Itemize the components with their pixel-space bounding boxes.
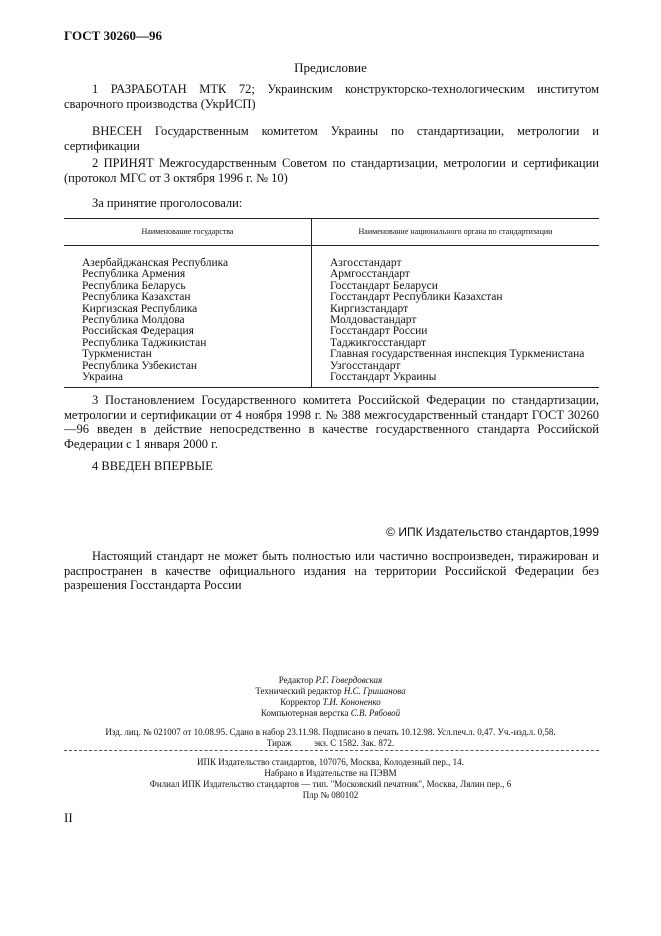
bodies-column [312,246,600,388]
state-name: Азербайджанская Республика [82,257,229,269]
table-header-body: Наименование национального органа по стандартизации [312,219,600,246]
standards-body-name: Молдовастандарт [330,314,417,327]
standards-body-name: Госстандарт России [330,325,428,338]
standards-body-name: Узгосстандарт [330,359,401,372]
standards-body-name: Госстандарт Беларуси [330,279,438,292]
state-name: Украина [82,371,123,384]
state-name: Республика Таджикистан [82,336,207,349]
state-name: Туркменистан [82,348,152,361]
standards-body-name: Азгосстандарт [330,257,402,269]
divider [64,750,599,751]
states-column [64,246,312,388]
standards-body-name: Госстандарт Республики Казахстан [330,291,503,304]
reproduction-notice: Настоящий стандарт не может быть полностью или частично воспроизведен, тиражирован и распространен в качестве официального издания на территории Российской Федерации без разрешения Госстандарта России [64,549,599,592]
state-name: Российская Федерация [82,325,194,338]
state-name: Республика Казахстан [82,291,191,304]
credit-layout: Компьютерная верстка С.В. Рябовой [260,708,401,718]
standards-body-name: Таджикгосстандарт [330,336,427,349]
state-name: Республика Беларусь [82,279,186,292]
address-line: Филиал ИПК Издательство стандартов — тип. "Московский печатник", Москва, Лялин пер., 6 [149,779,512,789]
page-number: II [64,810,73,825]
address-line: Набрано в Издательстве на ПЭВМ [264,768,397,778]
table-header-state: Наименование государства [64,219,312,246]
state-name: Киргизская Республика [82,302,198,315]
voting-table [64,218,599,388]
credit-tech-editor: Технический редактор Н.С. Гришанова [255,686,406,696]
section-title: Предисловие [294,60,367,75]
publisher-address [0,757,661,801]
standards-body-name: Киргизстандарт [330,302,409,315]
standards-body-name: Главная государственная инспекция Туркменистана [330,348,585,361]
paragraph-adopted: 2 ПРИНЯТ Межгосударственным Советом по стандартизации, метрологии и сертификации (протокол МГС от 3 октября 1996 г. № 10) [64,156,599,185]
document-code: ГОСТ 30260—96 [64,28,163,43]
paragraph-voted: За принятие проголосовали: [92,196,243,210]
editorial-credits [0,675,661,719]
paragraph-enacted: 3 Постановлением Государственного комитета Российской Федерации по стандартизации, метрологии и сертификации от 4 ноября 1998 г. № 388 межгосударственный стандарт ГОСТ 30260—96 введен в действие непосредственно в качестве государственного стандарта Российской Федерации с 1 января 2000 г. [64,393,599,451]
paragraph-introduced: ВНЕСЕН Государственным комитетом Украины по стандартизации, метрологии и сертификации [64,124,599,153]
publication-line: Тираж экз. С 1582. Зак. 872. [266,738,395,748]
state-name: Республика Армения [82,268,186,281]
state-name: Республика Молдова [82,314,185,327]
address-line: ИПК Издательство стандартов, 107076, Москва, Колодезный пер., 14. [197,757,464,767]
publication-details [0,727,661,749]
address-line: Плр № 080102 [302,790,359,800]
publication-line: Изд. лиц. № 021007 от 10.08.95. Сдано в набор 23.11.98. Подписано в печать 10.12.98. Усл.печ.л. 0,47. Уч.-изд.л. 0,58. [105,727,556,737]
paragraph-developed: 1 РАЗРАБОТАН МТК 72; Украинским конструкторско-технологическим институтом сварочного производства (УкрИСП) [64,82,599,111]
credit-editor: Редактор Р.Г. Говердовская [278,675,383,685]
paragraph-first-introduced: 4 ВВЕДЕН ВПЕРВЫЕ [92,459,213,473]
copyright-notice: © ИПК Издательство стандартов,1999 [386,525,599,539]
standards-body-name: Госстандарт Украины [330,371,437,384]
credit-corrector: Корректор Т.И. Кононенко [280,697,381,707]
state-name: Республика Узбекистан [82,359,198,372]
standards-body-name: Армгосстандарт [330,268,410,281]
